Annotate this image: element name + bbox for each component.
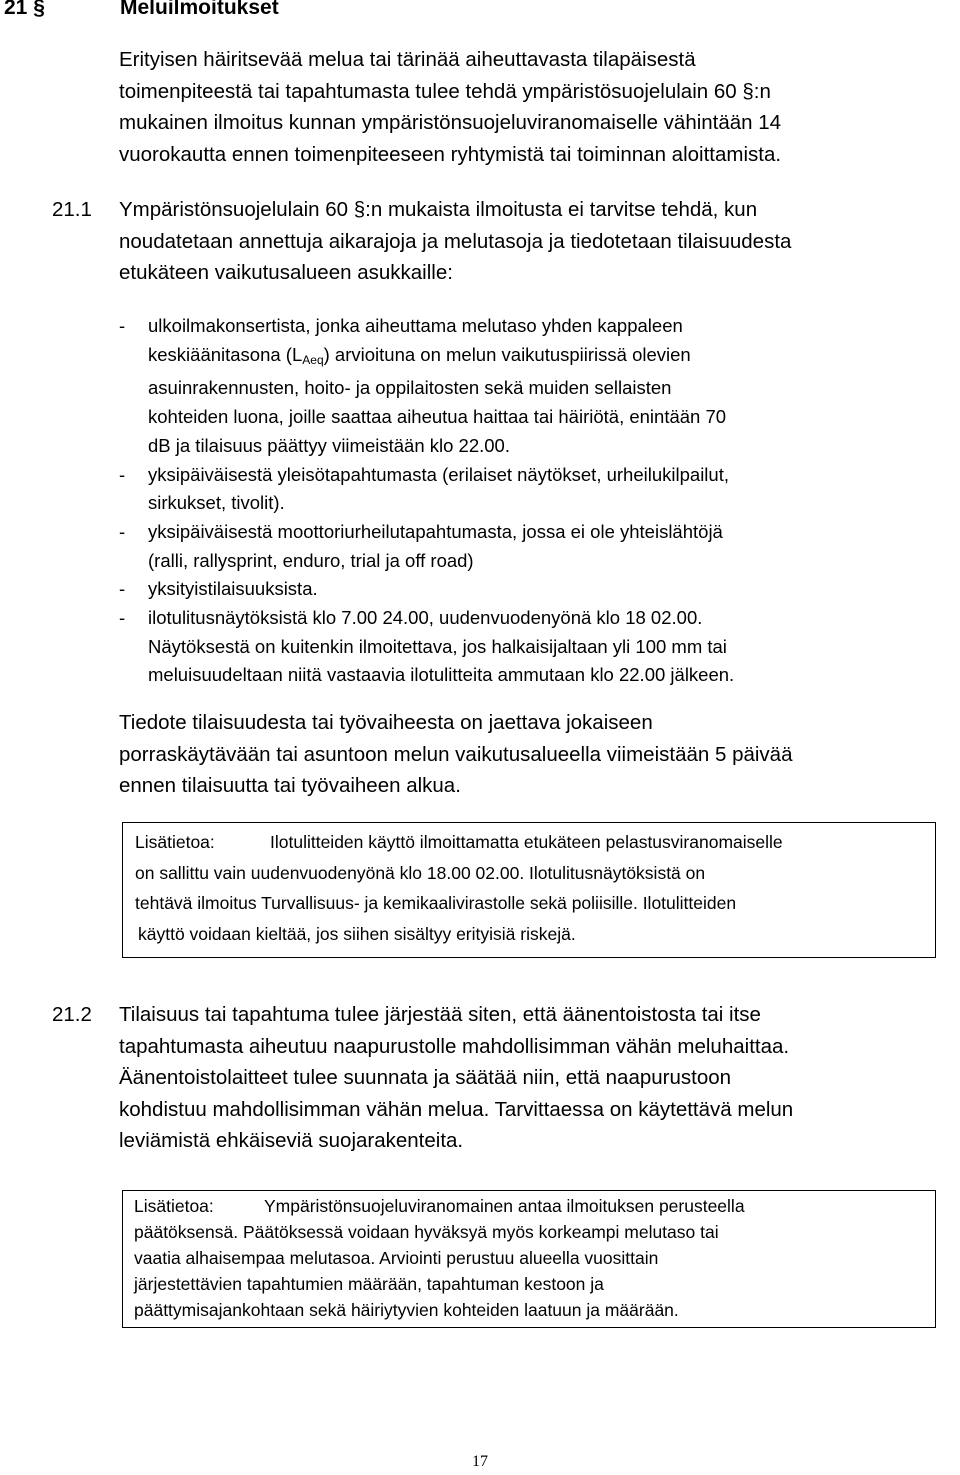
text-line: porraskäytävään tai asuntoon melun vaikutusalueella viimeistään 5 päivää xyxy=(119,742,793,766)
text-line: mukainen ilmoitus kunnan ympäristönsuojeluviranomaiselle vähintään 14 xyxy=(119,111,782,134)
exemption-list xyxy=(119,312,734,690)
text-line: tapahtumasta aiheutuu naapurustolle mahdollisimman vähän meluhaittaa. xyxy=(119,1034,790,1058)
text-line: vaatia alhaisempaa melutasoa. Arviointi perustuu alueella vuosittain xyxy=(134,1248,659,1268)
text-line: ennen tilaisuutta tai työvaiheen alkua. xyxy=(119,774,461,797)
intro-paragraph xyxy=(119,44,781,170)
text-line: päätöksensä. Päätöksessä voidaan hyväksyä myös korkeampi melutaso tai xyxy=(134,1222,719,1242)
list-dash: - xyxy=(119,463,126,485)
text-fragment: ) arvioituna on melun vaikutuspiirissä olevien xyxy=(323,343,691,365)
section-title: Meluilmoitukset xyxy=(120,0,279,19)
page-number: 17 xyxy=(472,1453,488,1470)
text-line: kohdistuu mahdollisimman vähän melua. Tarvittaessa on käytettävä melun xyxy=(119,1097,794,1121)
text-line: yksityistilaisuuksista. xyxy=(148,578,318,600)
list-item xyxy=(119,461,734,518)
text-line xyxy=(135,827,925,858)
info-label: Lisätietoa: xyxy=(135,832,215,852)
text-line: (ralli, rallysprint, enduro, trial ja off road) xyxy=(148,549,474,571)
notice-paragraph xyxy=(119,707,793,802)
text-line: vuorokautta ennen toimenpiteeseen ryhtymistä tai toiminnan aloittamista. xyxy=(119,142,782,166)
text-fragment: Ympäristönsuojeluviranomainen antaa ilmoituksen perusteella xyxy=(264,1196,745,1216)
list-item xyxy=(119,575,734,604)
info-box-authority xyxy=(122,1190,936,1328)
text-line: leviämistä ehkäiseviä suojarakenteita. xyxy=(119,1129,464,1152)
text-line: Erityisen häiritsevää melua tai tärinää aiheuttavasta tilapäisestä xyxy=(119,48,696,71)
text-line: sirkukset, tivolit). xyxy=(148,492,285,514)
list-dash: - xyxy=(119,578,126,600)
list-dash: - xyxy=(119,607,126,629)
subscript: Aeq xyxy=(302,352,324,367)
text-line: on sallittu vain uudenvuodenyönä klo 18.00 02.00. Ilotulitusnäytöksistä on xyxy=(135,862,706,883)
text-line: Tiedote tilaisuudesta tai työvaiheesta on jaettava jokaiseen xyxy=(119,711,653,734)
text-line: järjestettävien tapahtumien määrään, tapahtuman kestoon ja xyxy=(134,1274,604,1294)
text-line: etukäteen vaikutusalueen asukkaille: xyxy=(119,261,453,284)
subsection-number-21-1: 21.1 xyxy=(52,198,92,221)
text-line: kohteiden luona, joille saattaa aiheutua haittaa tai häiriötä, enintään 70 xyxy=(148,406,727,428)
text-line: yksipäiväisestä yleisötapahtumasta (erilaiset näytökset, urheilukilpailut, xyxy=(148,463,729,485)
text-line: ulkoilmakonsertista, jonka aiheuttama melutaso yhden kappaleen xyxy=(148,315,683,336)
text-line: Äänentoistolaitteet tulee suunnata ja säätää niin, että naapurustoon xyxy=(119,1066,732,1089)
list-item xyxy=(119,604,734,690)
text-line: Näytöksestä on kuitenkin ilmoitettava, jos halkaisijaltaan yli 100 mm tai xyxy=(148,635,727,657)
subsection-number-21-2: 21.2 xyxy=(52,1003,92,1026)
list-dash: - xyxy=(119,315,126,336)
text-line: yksipäiväisestä moottoriurheilutapahtumasta, jossa ei ole yhteislähtöjä xyxy=(148,520,723,542)
text-fragment: Ilotulitteiden käyttö ilmoittamatta etukäteen pelastusviranomaiselle xyxy=(270,832,783,852)
text-line: Tilaisuus tai tapahtuma tulee järjestää siten, että äänentoistosta tai itse xyxy=(119,1003,761,1026)
text-line: noudatetaan annettuja aikarajoja ja melutasoja ja tiedotetaan tilaisuudesta xyxy=(119,229,792,253)
text-line: asuinrakennusten, hoito- ja oppilaitosten sekä muiden sellaisten xyxy=(148,377,672,399)
text-line: meluisuudeltaan niitä vastaavia ilotulitteita ammutaan klo 22.00 jälkeen. xyxy=(148,664,735,686)
text-line: Ympäristönsuojelulain 60 §:n mukaista ilmoitusta ei tarvitse tehdä, kun xyxy=(119,198,758,221)
text-line: käyttö voidaan kieltää, jos siihen sisältyy erityisiä riskejä. xyxy=(138,923,576,944)
section-number: 21 § xyxy=(4,0,45,19)
text-line: ilotulitusnäytöksistä klo 7.00 24.00, uudenvuodenyönä klo 18 02.00. xyxy=(148,607,703,629)
subsection-21-2-paragraph xyxy=(119,999,793,1157)
subsection-21-1-paragraph xyxy=(119,194,791,289)
list-dash: - xyxy=(119,520,126,542)
text-line xyxy=(134,1193,925,1219)
text-line xyxy=(148,341,734,375)
text-fragment: keskiäänitasona (L xyxy=(148,343,303,365)
text-line: toimenpiteestä tai tapahtumasta tulee tehdä ympäristösuojelulain 60 §:n xyxy=(119,79,771,103)
section-heading xyxy=(4,0,279,20)
list-item xyxy=(119,518,734,575)
info-label: Lisätietoa: xyxy=(134,1196,214,1216)
info-box-fireworks xyxy=(122,822,936,958)
text-line: päättymisajankohtaan sekä häiriytyvien kohteiden laatuun ja määrään. xyxy=(134,1300,679,1320)
text-line: dB ja tilaisuus päättyy viimeistään klo 22.00. xyxy=(148,434,510,456)
list-item xyxy=(119,312,734,461)
text-line: tehtävä ilmoitus Turvallisuus- ja kemikaalivirastolle sekä poliisille. Ilotulitteiden xyxy=(135,893,737,913)
